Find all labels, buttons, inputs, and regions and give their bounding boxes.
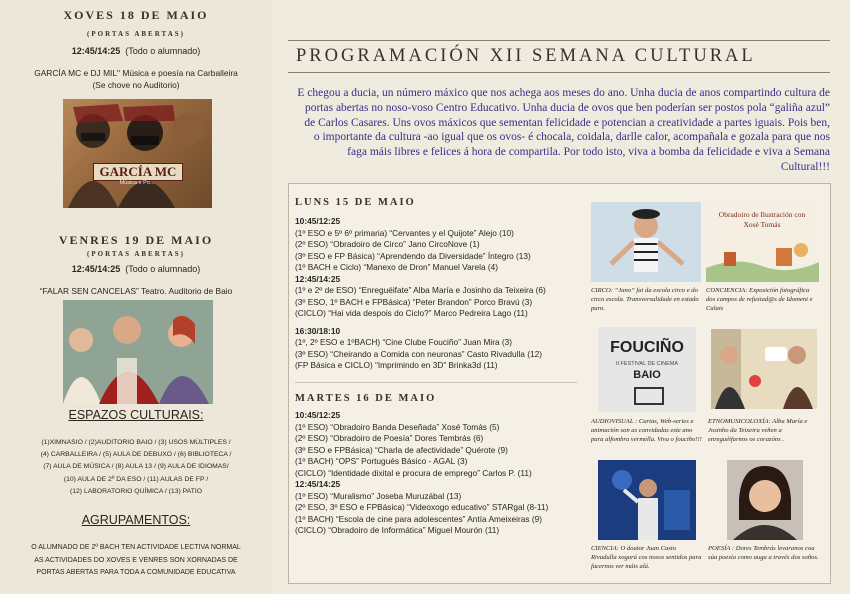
agrupamentos-heading: AGRUPAMENTOS: bbox=[81, 513, 191, 527]
day2-time-value: 12:45/14:25 bbox=[71, 264, 121, 274]
etno-photo bbox=[711, 329, 817, 409]
schedule-item: (1º ESO e 5º 6º primaria) “Cervantes y el Quijote” Alejo (10) bbox=[295, 227, 514, 238]
schedule-item: (1º, 2º ESO e 1ºBACH) “Cine Clube Fouciño” Juan Mira (3) bbox=[295, 337, 513, 347]
espazos-line: (7) AULA DE MÚSICA / (8) AULA 13 / (9) AULA DE IDIOMAS/ bbox=[43, 463, 229, 471]
foucino-poster bbox=[598, 327, 696, 412]
martes-schedule bbox=[295, 393, 585, 537]
ilustracion-card bbox=[706, 202, 819, 282]
day1-time-value: 12:45/14:25 bbox=[71, 46, 121, 56]
foucino-badge-icon bbox=[634, 387, 664, 405]
caption-conciencia: CONCIENCIA: Exposición fotográfica dos campos de refuxiad@s de Idomeni e Calais bbox=[706, 287, 813, 312]
day2-time bbox=[0, 264, 272, 274]
time-slot: 16:30/18:10 bbox=[295, 325, 341, 336]
schedule-item: (1º BACH e Ciclo) “Manexo de Dron” Manuel Varela (4) bbox=[295, 262, 498, 272]
time-slot: 10:45/12:25 bbox=[295, 216, 341, 226]
schedule-item: (3º ESO) “Cheirando a Comida con neuronas” Casto Rivadulla (12) bbox=[295, 348, 542, 359]
espazos-heading: ESPAZOS CULTURAIS: bbox=[68, 408, 204, 422]
day-separator bbox=[295, 382, 577, 383]
poster-figures-image bbox=[63, 99, 212, 208]
martes-heading: MARTES 16 DE MAIO bbox=[295, 393, 437, 404]
schedule-box bbox=[288, 183, 831, 584]
day1-time bbox=[0, 46, 272, 56]
agrupamentos-text bbox=[0, 542, 272, 580]
schedule-item: (FP Básica e CICLO) “Imprimindo en 3D” Brinka3d (11) bbox=[295, 360, 498, 370]
illustration-scene-image bbox=[706, 238, 819, 282]
day1-desc-1: GARCÍA MC e DJ MIL" Música e poesía na Carballeira bbox=[34, 68, 238, 78]
caption-ciencia: CIENCIA: O doutor Juan Casto Rivadulla xogará cos nosos sentidos para facernos ver máis alá. bbox=[591, 545, 702, 570]
day1-time-note: (Todo o alumnado) bbox=[125, 46, 201, 56]
time-slot: 12:45/14:25 bbox=[295, 479, 341, 489]
schedule-item: (1º ESO) “Muralismo” Joseba Muruzábal (13) bbox=[295, 490, 462, 501]
day1-title: XOVES 18 DE MAIO bbox=[63, 8, 209, 22]
title-rule-bottom bbox=[288, 72, 830, 73]
caption-etno: ETNOMUSICOLOXÍA: Alba María e Josinho da Teixeira veñen a enreguéifarnos os corazóns . bbox=[708, 418, 808, 443]
day1-note: (PORTAS ABERTAS) bbox=[87, 30, 185, 38]
schedule-item: (1º e 2º de ESO) “Enreguéifate” Alba María e Josinho da Teixeira (6) bbox=[295, 285, 546, 295]
schedule-item: (CICLO) “Identidade dixital e procura de emprego” Carlos P. (11) bbox=[295, 467, 532, 478]
day2-desc: “FALAR SEN CANCELAS” Teatro. Auditorio de Baio bbox=[39, 286, 233, 296]
left-column bbox=[0, 0, 272, 594]
foucino-title: FOUCIÑO bbox=[610, 339, 684, 356]
theatre-actors-image bbox=[63, 300, 213, 404]
schedule-item: (2º ESO) “Obradoiro de Poesía” Dores Tembrás (6) bbox=[295, 433, 484, 443]
caption-audiovisual: AUDIOVISUAL : Curtas, Web-series e animación son as convidadas este ano para alfombra vermella. Viva o fouciño!!! bbox=[591, 418, 702, 443]
schedule-item: (CICLO) “Hai vida despois do Ciclo?” Marco Pedreira Lago (11) bbox=[295, 308, 528, 318]
agrupamentos-line: O ALUMNADO DE 2º BACH TEN ACTIVIDADE LECTIVA NORMAL bbox=[31, 544, 241, 551]
caption-circo: CIRCO: “Jano” fai da escola circo e do circo escola. Transversalidade en estado puro. bbox=[591, 287, 699, 312]
circo-photo bbox=[591, 202, 701, 282]
foucino-sub: II FESTIVAL DE CINEMA bbox=[615, 361, 679, 367]
agrupamentos-line: PORTAS ABERTAS PARA TODA A COMUNIDADE EDUCATIVA bbox=[36, 569, 236, 576]
schedule-item: (3º ESO, 1º BACH e FPBásica) “Peter Brandon” Porco Bravú (3) bbox=[295, 296, 533, 307]
espazos-line: (12) LABORATORIO QUÍMICA / (13) PATIO bbox=[69, 487, 203, 495]
schedule-item: (2º ESO, 3º ESO e FPBásica) “Videoxogo educativo” STARgal (8-11) bbox=[295, 502, 549, 512]
ciencia-photo bbox=[598, 460, 696, 540]
espazos-line: (10) AULA DE 2º DA ESO / (11) AULAS DE FP / bbox=[63, 475, 209, 483]
time-slot: 10:45/12:25 bbox=[295, 410, 341, 420]
intro-text: E chegou a ducia, un número máxico que nos achega aos meses do ano. Unha ducia de anos compartindo cultura de portas abertas no noso-voso Centro Educativo. Unha ducia de ovos que ben poderían ser postos pola “galiña azul” de Carlos Casares. Uns ovos máxicos que sementan felicidade e potencian a creatividade a partes iguais. Pois ben, o importante da cultura -ao igual que os ovos- é chocala, coidala, darlle calor, acompañala e gozala para que nos faga máis libres e felices á hora de compartila. Por todo isto, viva a bomba da felicidade e viva a Semana Cultural!!! bbox=[297, 87, 830, 173]
schedule-item: (3º ESO e FPBásica) “Charla de afectividade” Quérote (9) bbox=[295, 444, 508, 455]
garcia-mc-poster bbox=[63, 99, 212, 208]
day1-desc-2: (Se chove no Auditorio) bbox=[92, 80, 180, 90]
schedule-item: (1º BACH) “Escola de cine para adolescentes” Antía Ameixeiras (9) bbox=[295, 513, 542, 524]
espazos-line: (1)XIMNASIO / (2)AUDITORIO BAIO / (3) USOS MÚLTIPLES / bbox=[41, 439, 231, 446]
agrupamentos-line: AS ACTIVIDADES DO XOVES E VENRES SON XORNADAS DE bbox=[34, 556, 238, 564]
speaker-image bbox=[598, 460, 696, 540]
time-slot: 12:45/14:25 bbox=[295, 273, 341, 284]
foucino-place: BAIO bbox=[633, 369, 661, 381]
day2-note: (PORTAS ABERTAS) bbox=[87, 250, 185, 258]
day2-time-note: (Todo o alumnado) bbox=[125, 264, 201, 274]
poster1-label: GARCÍA MC bbox=[93, 163, 183, 181]
juggler-image bbox=[591, 202, 701, 282]
musicians-image bbox=[711, 329, 817, 409]
schedule-item: (1º ESO) “Obradoiro Banda Deseñada” Xosé Tomás (5) bbox=[295, 421, 500, 432]
title-rule-top bbox=[288, 40, 830, 41]
theatre-photo bbox=[63, 300, 213, 404]
schedule-item: (3º ESO e FP Básica) “Aprendendo da Diversidade” Íntegro (13) bbox=[295, 250, 531, 261]
espazos-list bbox=[0, 437, 272, 498]
espazos-line: (4) CARBALLEIRA / (5) AULA DE DEBUXO / (6) BIBLIOTECA / bbox=[40, 451, 232, 459]
poet-image bbox=[727, 460, 803, 540]
luns-schedule bbox=[295, 197, 585, 372]
luns-heading: LUNS 15 DE MAIO bbox=[295, 197, 416, 208]
schedule-item: (1º BACH) “OPS” Portugués Básico - AGAL (3) bbox=[295, 456, 468, 466]
ilustracion-title: Obradoiro de Ilustración con Xosé Tomás bbox=[718, 210, 806, 229]
schedule-item: (2º ESO) “Obradoiro de Circo” Jano CircoNove (1) bbox=[295, 239, 480, 249]
page-title: PROGRAMACIÓN XII SEMANA CULTURAL bbox=[296, 46, 756, 66]
day2-title: VENRES 19 DE MAIO bbox=[58, 233, 214, 247]
poster1-sublabel: Música e Po... bbox=[119, 180, 155, 186]
poesia-photo bbox=[727, 460, 803, 540]
schedule-item: (CICLO) “Obradoiro de Informática” Miguel Mourón (11) bbox=[295, 525, 500, 535]
caption-poesia: POESÍA : Dores Tembrás levaranos coa súa poesía como auga a través dos soños. bbox=[708, 545, 819, 561]
